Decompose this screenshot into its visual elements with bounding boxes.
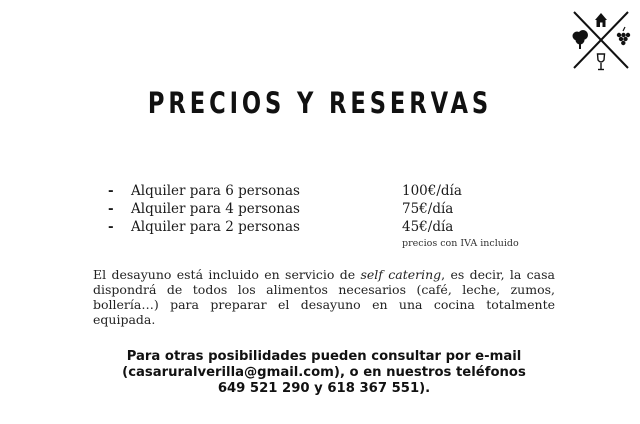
price-value: 45€/día xyxy=(402,219,454,235)
description-text: El desayuno está incluido en servicio de xyxy=(93,267,361,282)
page-title: PRECIOS Y RESERVAS xyxy=(147,86,493,120)
vat-note: precios con IVA incluido xyxy=(402,238,519,249)
bullet: - xyxy=(108,201,114,217)
price-row xyxy=(108,200,548,218)
grapes-icon xyxy=(617,27,630,45)
price-list xyxy=(108,182,548,249)
price-label: Alquiler para 2 personas xyxy=(131,219,300,235)
price-label: Alquiler para 6 personas xyxy=(131,183,300,199)
contact-line: (casaruralverilla@gmail.com), o en nuestros teléfonos xyxy=(122,365,526,380)
wine-glass-icon xyxy=(598,54,605,70)
bullet: - xyxy=(108,219,114,235)
tree-icon xyxy=(573,30,589,49)
price-value: 75€/día xyxy=(402,201,454,217)
logo xyxy=(568,6,634,74)
price-row xyxy=(108,182,548,200)
contact-line: 649 521 290 y 618 367 551). xyxy=(217,381,431,396)
bullet: - xyxy=(108,183,114,199)
contact-info xyxy=(100,349,548,397)
price-row xyxy=(108,218,548,236)
description-text: , es decir, la casa dispondrá de todos los alimentos necesarios (café, leche, zumos, bollería…) para preparar el desayuno en una cocina totalmente equipada. xyxy=(93,267,555,327)
description-emphasis: self catering xyxy=(360,267,442,282)
breakfast-description xyxy=(93,267,555,327)
house-icon xyxy=(595,13,607,27)
price-value: 100€/día xyxy=(402,183,462,199)
price-label: Alquiler para 4 personas xyxy=(131,201,300,217)
contact-line: Para otras posibilidades pueden consultar por e-mail xyxy=(126,349,522,364)
